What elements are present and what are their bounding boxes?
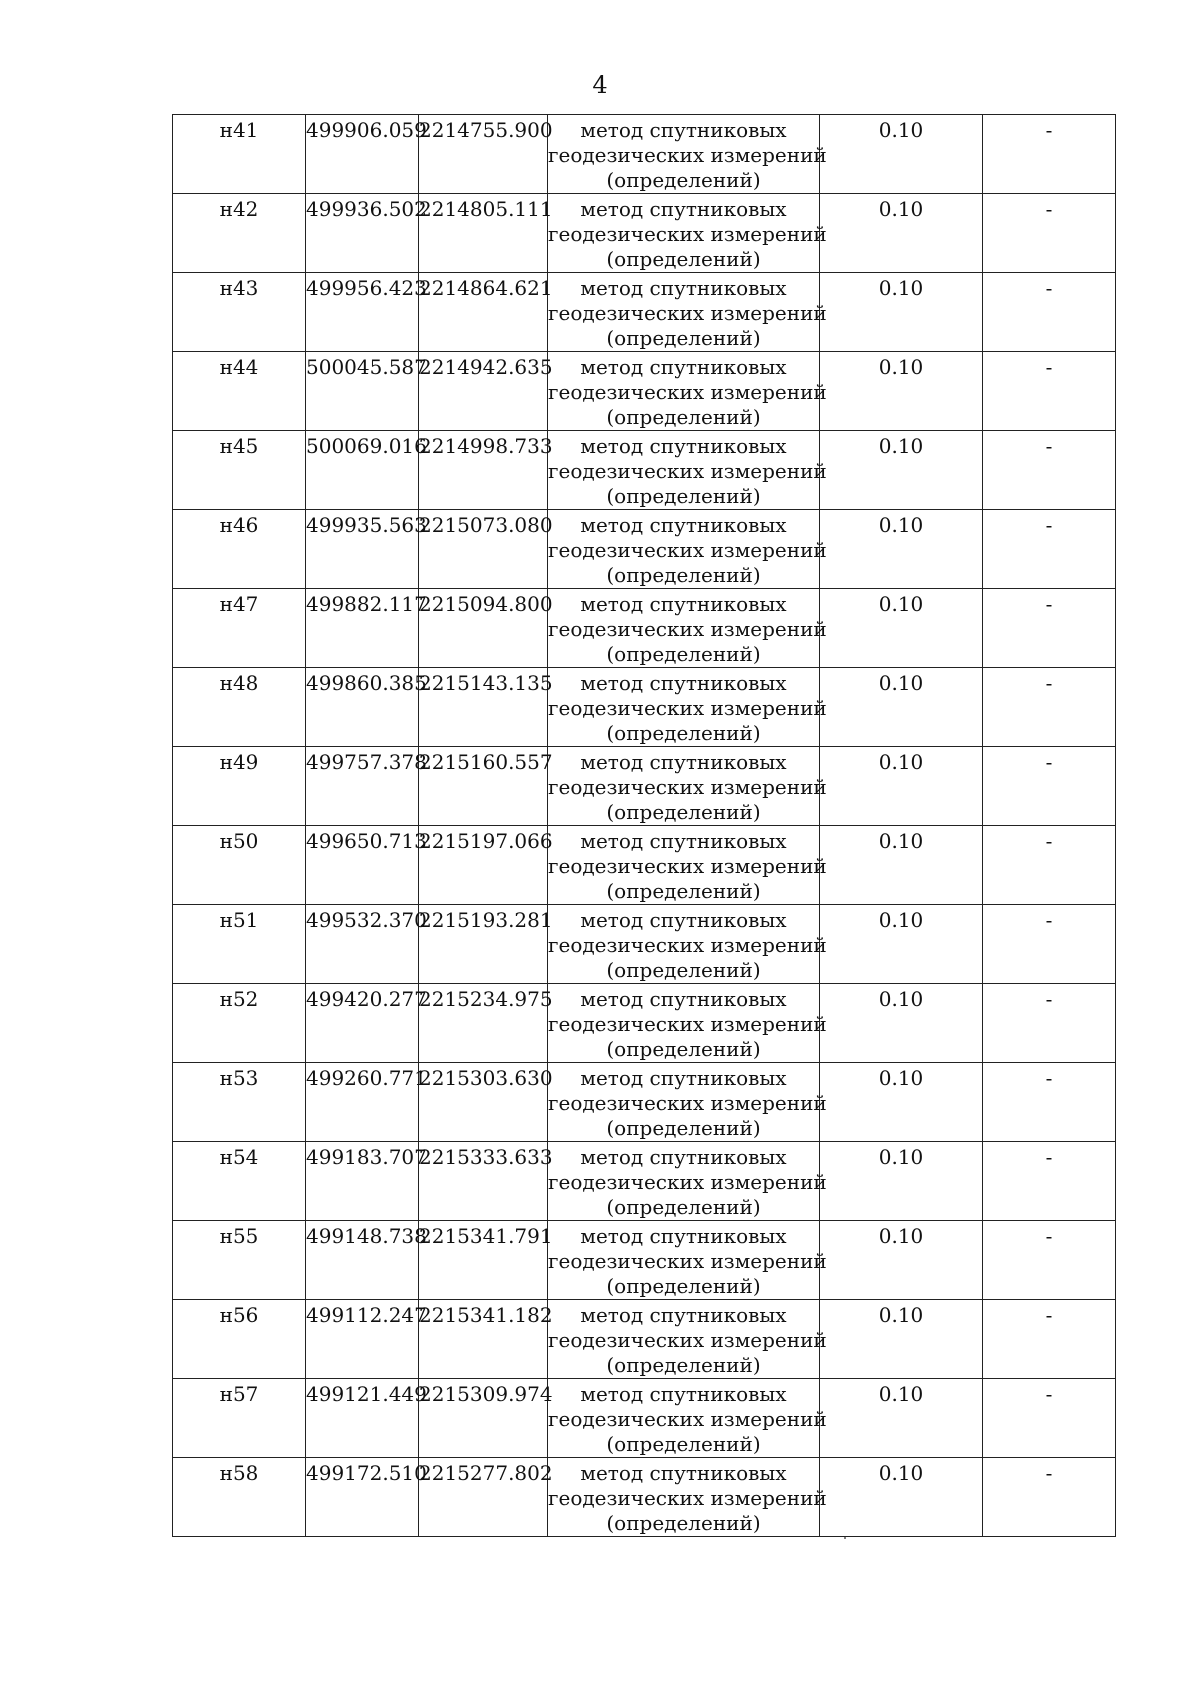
method-line: (определений) (606, 1353, 761, 1377)
extra-cell: - (983, 352, 1116, 431)
point-name-cell: н58 (173, 1458, 306, 1537)
table-row (173, 826, 1116, 905)
x-coordinate-cell: 499532.370 (306, 905, 419, 984)
method-line: (определений) (606, 1037, 761, 1061)
method-line: метод спутниковых (580, 908, 787, 932)
method-line: геодезических измерений (548, 1091, 827, 1115)
accuracy-cell: 0.10 (820, 1379, 983, 1458)
point-name-cell: н48 (173, 668, 306, 747)
method-line: геодезических измерений (548, 1249, 827, 1273)
method-line: (определений) (606, 168, 761, 192)
extra-cell: - (983, 431, 1116, 510)
y-coordinate-cell: 2214864.621 (419, 273, 548, 352)
accuracy-cell: 0.10 (820, 668, 983, 747)
method-cell (548, 431, 827, 510)
table-row (173, 1458, 1116, 1537)
extra-cell: - (983, 1221, 1116, 1300)
method-line: (определений) (606, 1116, 761, 1140)
method-cell (548, 1379, 827, 1458)
x-coordinate-cell: 499121.449 (306, 1379, 419, 1458)
y-coordinate-cell: 2214942.635 (419, 352, 548, 431)
table-row (173, 510, 1116, 589)
method-line: геодезических измерений (548, 775, 827, 799)
method-line: геодезических измерений (548, 301, 827, 325)
method-line: метод спутниковых (580, 671, 787, 695)
point-name-cell: н43 (173, 273, 306, 352)
table-row (173, 668, 1116, 747)
method-line: метод спутниковых (580, 1145, 787, 1169)
method-line: метод спутниковых (580, 1224, 787, 1248)
y-coordinate-cell: 2214805.111 (419, 194, 548, 273)
table-row (173, 352, 1116, 431)
extra-cell: - (983, 589, 1116, 668)
accuracy-cell: 0.10 (820, 1142, 983, 1221)
method-cell (548, 115, 827, 194)
extra-cell: - (983, 1379, 1116, 1458)
x-coordinate-cell: 499148.738 (306, 1221, 419, 1300)
accuracy-cell: 0.10 (820, 194, 983, 273)
method-line: (определений) (606, 1195, 761, 1219)
method-line: (определений) (606, 879, 761, 903)
page-number: 4 (592, 71, 608, 99)
y-coordinate-cell: 2214998.733 (419, 431, 548, 510)
y-coordinate-cell: 2215333.633 (419, 1142, 548, 1221)
method-line: (определений) (606, 1511, 761, 1535)
method-line: метод спутниковых (580, 434, 787, 458)
method-line: геодезических измерений (548, 1407, 827, 1431)
accuracy-cell: 0.10 (820, 589, 983, 668)
accuracy-cell: 0.10 (820, 826, 983, 905)
table-row (173, 905, 1116, 984)
method-line: (определений) (606, 721, 761, 745)
method-line: метод спутниковых (580, 1303, 787, 1327)
method-line: геодезических измерений (548, 1328, 827, 1352)
y-coordinate-cell: 2215303.630 (419, 1063, 548, 1142)
point-name-cell: н49 (173, 747, 306, 826)
method-line: (определений) (606, 247, 761, 271)
y-coordinate-cell: 2215234.975 (419, 984, 548, 1063)
accuracy-cell: 0.10 (820, 1300, 983, 1379)
extra-cell: - (983, 510, 1116, 589)
method-line: геодезических измерений (548, 222, 827, 246)
method-line: (определений) (606, 326, 761, 350)
x-coordinate-cell: 499172.510 (306, 1458, 419, 1537)
method-cell (548, 510, 827, 589)
accuracy-cell: 0.10 (820, 1063, 983, 1142)
x-coordinate-cell: 499956.423 (306, 273, 419, 352)
y-coordinate-cell: 2215341.791 (419, 1221, 548, 1300)
method-cell (548, 1142, 827, 1221)
accuracy-cell: 0.10 (820, 1221, 983, 1300)
method-line: метод спутниковых (580, 197, 787, 221)
method-cell (548, 589, 827, 668)
y-coordinate-cell: 2214755.900 (419, 115, 548, 194)
method-line: (определений) (606, 642, 761, 666)
method-line: (определений) (606, 484, 761, 508)
method-line: (определений) (606, 405, 761, 429)
table-row (173, 589, 1116, 668)
method-cell (548, 984, 827, 1063)
table-row (173, 1300, 1116, 1379)
method-cell (548, 1458, 827, 1537)
method-line: (определений) (606, 1432, 761, 1456)
point-name-cell: н57 (173, 1379, 306, 1458)
method-line: (определений) (606, 800, 761, 824)
y-coordinate-cell: 2215160.557 (419, 747, 548, 826)
extra-cell: - (983, 273, 1116, 352)
extra-cell: - (983, 1142, 1116, 1221)
method-line: геодезических измерений (548, 1170, 827, 1194)
method-line: метод спутниковых (580, 1382, 787, 1406)
method-line: (определений) (606, 563, 761, 587)
x-coordinate-cell: 499420.277 (306, 984, 419, 1063)
method-cell (548, 747, 827, 826)
method-line: метод спутниковых (580, 987, 787, 1011)
extra-cell: - (983, 194, 1116, 273)
point-name-cell: н50 (173, 826, 306, 905)
x-coordinate-cell: 499650.713 (306, 826, 419, 905)
method-line: геодезических измерений (548, 1012, 827, 1036)
extra-cell: - (983, 984, 1116, 1063)
table-row (173, 115, 1116, 194)
method-line: (определений) (606, 1274, 761, 1298)
point-name-cell: н52 (173, 984, 306, 1063)
point-name-cell: н46 (173, 510, 306, 589)
extra-cell: - (983, 905, 1116, 984)
x-coordinate-cell: 499935.563 (306, 510, 419, 589)
method-line: (определений) (606, 958, 761, 982)
method-line: геодезических измерений (548, 538, 827, 562)
method-cell (548, 1300, 827, 1379)
extra-cell: - (983, 1300, 1116, 1379)
y-coordinate-cell: 2215341.182 (419, 1300, 548, 1379)
y-coordinate-cell: 2215094.800 (419, 589, 548, 668)
method-line: метод спутниковых (580, 355, 787, 379)
method-cell (548, 1221, 827, 1300)
y-coordinate-cell: 2215073.080 (419, 510, 548, 589)
table-row (173, 1142, 1116, 1221)
x-coordinate-cell: 499260.771 (306, 1063, 419, 1142)
x-coordinate-cell: 499906.059 (306, 115, 419, 194)
accuracy-cell: 0.10 (820, 115, 983, 194)
accuracy-cell: 0.10 (820, 273, 983, 352)
method-line: метод спутниковых (580, 276, 787, 300)
y-coordinate-cell: 2215197.066 (419, 826, 548, 905)
point-name-cell: н51 (173, 905, 306, 984)
accuracy-cell: 0.10 (820, 1458, 983, 1537)
point-name-cell: н55 (173, 1221, 306, 1300)
y-coordinate-cell: 2215277.802 (419, 1458, 548, 1537)
extra-cell: - (983, 1458, 1116, 1537)
method-cell (548, 1063, 827, 1142)
point-name-cell: н41 (173, 115, 306, 194)
point-name-cell: н42 (173, 194, 306, 273)
y-coordinate-cell: 2215143.135 (419, 668, 548, 747)
table-row (173, 1221, 1116, 1300)
extra-cell: - (983, 1063, 1116, 1142)
x-coordinate-cell: 499757.378 (306, 747, 419, 826)
method-line: геодезических измерений (548, 143, 827, 167)
point-name-cell: н45 (173, 431, 306, 510)
method-cell (548, 826, 827, 905)
x-coordinate-cell: 500069.016 (306, 431, 419, 510)
table-row (173, 431, 1116, 510)
point-name-cell: н56 (173, 1300, 306, 1379)
method-line: метод спутниковых (580, 118, 787, 142)
table-row (173, 1063, 1116, 1142)
method-line: метод спутниковых (580, 513, 787, 537)
y-coordinate-cell: 2215193.281 (419, 905, 548, 984)
extra-cell: - (983, 826, 1116, 905)
accuracy-cell: 0.10 (820, 747, 983, 826)
extra-cell: - (983, 668, 1116, 747)
method-cell (548, 668, 827, 747)
method-line: метод спутниковых (580, 592, 787, 616)
method-line: геодезических измерений (548, 696, 827, 720)
x-coordinate-cell: 499112.247 (306, 1300, 419, 1379)
accuracy-cell: 0.10 (820, 510, 983, 589)
table-row (173, 984, 1116, 1063)
table-row (173, 1379, 1116, 1458)
x-coordinate-cell: 499882.117 (306, 589, 419, 668)
x-coordinate-cell: 499936.502 (306, 194, 419, 273)
method-line: метод спутниковых (580, 829, 787, 853)
x-coordinate-cell: 499860.385 (306, 668, 419, 747)
method-line: метод спутниковых (580, 750, 787, 774)
method-line: метод спутниковых (580, 1461, 787, 1485)
extra-cell: - (983, 747, 1116, 826)
table-row (173, 273, 1116, 352)
method-cell (548, 905, 827, 984)
method-line: метод спутниковых (580, 1066, 787, 1090)
point-name-cell: н44 (173, 352, 306, 431)
method-line: геодезических измерений (548, 1486, 827, 1510)
point-name-cell: н47 (173, 589, 306, 668)
method-line: геодезических измерений (548, 380, 827, 404)
method-cell (548, 194, 827, 273)
table-row (173, 747, 1116, 826)
x-coordinate-cell: 499183.707 (306, 1142, 419, 1221)
method-line: геодезических измерений (548, 617, 827, 641)
scan-speck (844, 1537, 846, 1539)
method-line: геодезических измерений (548, 459, 827, 483)
x-coordinate-cell: 500045.587 (306, 352, 419, 431)
table-row (173, 194, 1116, 273)
point-name-cell: н54 (173, 1142, 306, 1221)
accuracy-cell: 0.10 (820, 905, 983, 984)
accuracy-cell: 0.10 (820, 431, 983, 510)
accuracy-cell: 0.10 (820, 352, 983, 431)
accuracy-cell: 0.10 (820, 984, 983, 1063)
method-line: геодезических измерений (548, 933, 827, 957)
method-cell (548, 273, 827, 352)
method-cell (548, 352, 827, 431)
y-coordinate-cell: 2215309.974 (419, 1379, 548, 1458)
point-name-cell: н53 (173, 1063, 306, 1142)
method-line: геодезических измерений (548, 854, 827, 878)
coordinates-table (172, 114, 1116, 1537)
extra-cell: - (983, 115, 1116, 194)
